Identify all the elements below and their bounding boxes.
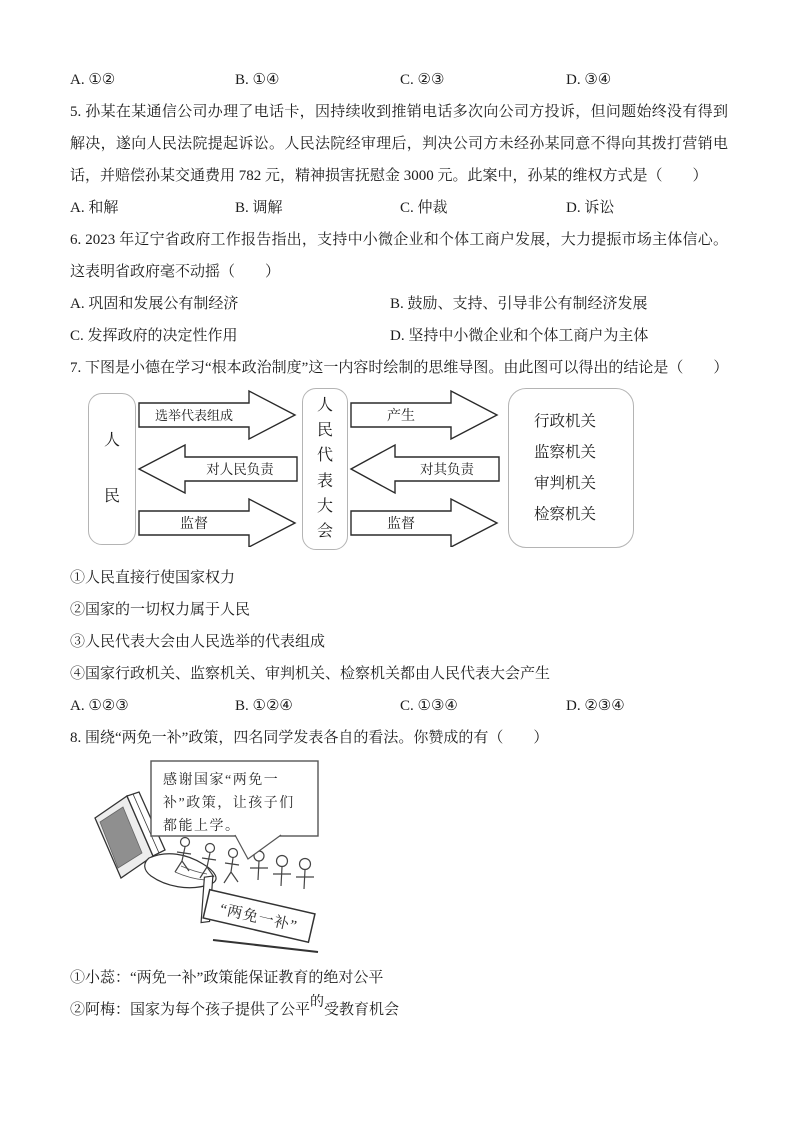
option-c: C. ①③④ — [400, 698, 458, 714]
q7-statement-1: ①人民直接行使国家权力 — [70, 570, 236, 586]
option-a: A. 和解 — [70, 200, 119, 216]
arrow-supervise2-right — [351, 499, 497, 547]
npc-box — [302, 388, 348, 550]
right-arrow-group — [349, 389, 501, 547]
question8-text: 8. 围绕“两免一补”政策，四名同学发表各自的看法。你赞成的有（ ） — [70, 730, 549, 746]
option-d: D. 坚持中小微企业和个体工商户为主体 — [390, 328, 649, 344]
banner — [194, 874, 318, 947]
q7-statement-2: ②国家的一切权力属于人民 — [70, 602, 251, 618]
question4-options — [70, 64, 728, 96]
q8-cartoon — [85, 754, 325, 954]
question7-options — [70, 690, 728, 722]
bubble-line-1: 感谢国家“两免一 — [163, 773, 280, 788]
option-a: A. ①②③ — [70, 698, 129, 714]
npc-box-label: 人 民 代 表 大 会 — [316, 397, 333, 540]
organ-judicial: 审判机关 — [534, 475, 597, 492]
bubble-line-2: 补”政策，让孩子们 — [163, 796, 295, 811]
q8-statement-1: ①小蕊：“两免一补”政策能保证教育的绝对公平 — [70, 970, 384, 986]
svg-text:产生: 产生 — [387, 409, 415, 424]
organ-supervisory: 监察机关 — [534, 444, 597, 461]
option-d: D. ②③④ — [566, 698, 625, 714]
people-box-label: 人 民 — [103, 432, 120, 505]
q7-statement-4: ④国家行政机关、监察机关、审判机关、检察机关都由人民代表大会产生 — [70, 666, 551, 682]
q8-statement-2: ②阿梅：国家为每个孩子提供了公平的受教育机会 — [70, 995, 400, 1018]
svg-text:监督: 监督 — [387, 517, 415, 532]
option-b: B. 调解 — [235, 200, 283, 216]
option-b: B. 鼓励、支持、引导非公有制经济发展 — [390, 296, 648, 312]
people-box — [88, 393, 136, 545]
question6-text: 6. 2023 年辽宁省政府工作报告指出，支持中小微企业和个体工商户发展，大力提振市场主体信心。这表明省政府毫不动摇（ ） — [70, 232, 728, 280]
svg-text:选举代表组成: 选举代表组成 — [154, 408, 234, 423]
arrow-elect-representatives-right — [139, 391, 295, 439]
option-c: C. ②③ — [400, 72, 445, 88]
option-d: D. 诉讼 — [566, 200, 615, 216]
option-a: A. 巩固和发展公有制经济 — [70, 296, 239, 312]
arrow-responsible-to-npc-left — [351, 445, 499, 493]
organ-administrative: 行政机关 — [534, 413, 597, 430]
option-b: B. ①②④ — [235, 698, 293, 714]
question5-text: 5. 孙某在某通信公司办理了电话卡，因持续收到推销电话多次向公司方投诉，但问题始终没有得到解决，遂向人民法院提起诉讼。人民法院经审理后，判决公司方未经孙某同意不得向其拨打营销电话，并赔偿孙某交通费用 782 元，精神损害抚慰金 3000 元。此案中，孙某的维权方式是（ ） — [70, 104, 728, 184]
q7-statement-3: ③人民代表大会由人民选举的代表组成 — [70, 634, 326, 650]
left-arrow-group — [137, 389, 299, 547]
question6-options-row1 — [70, 288, 728, 320]
option-d: D. ③④ — [566, 72, 612, 88]
question6-options-row2 — [70, 320, 728, 352]
state-organs-box — [508, 388, 634, 548]
banner-edge-line — [213, 940, 318, 952]
question7-text: 7. 下图是小德在学习“根本政治制度”这一内容时绘制的思维导图。由此图可以得出的结论是（ ） — [70, 360, 729, 376]
svg-text:监督: 监督 — [180, 517, 208, 532]
bubble-line-3: 都能上学。 — [163, 819, 241, 834]
cartoon-illustration — [85, 754, 325, 954]
svg-text:对人民负责: 对人民负责 — [206, 462, 274, 477]
arrow-create-right — [351, 391, 497, 439]
raised-de-character: 的 — [310, 995, 325, 1010]
svg-text:对其负责: 对其负责 — [420, 462, 474, 477]
option-a: A. ①② — [70, 72, 116, 88]
q7-mindmap-diagram — [88, 388, 636, 548]
question5-options — [70, 192, 728, 224]
option-b: B. ①④ — [235, 72, 280, 88]
arrow-supervise-right — [139, 499, 295, 547]
arrow-responsible-to-people-left — [139, 445, 297, 493]
banner-text: “两免一补” — [218, 901, 299, 936]
option-c: C. 仲裁 — [400, 200, 448, 216]
option-c: C. 发挥政府的决定性作用 — [70, 328, 238, 344]
organ-procuratorial: 检察机关 — [534, 506, 597, 523]
speech-bubble — [151, 761, 318, 859]
